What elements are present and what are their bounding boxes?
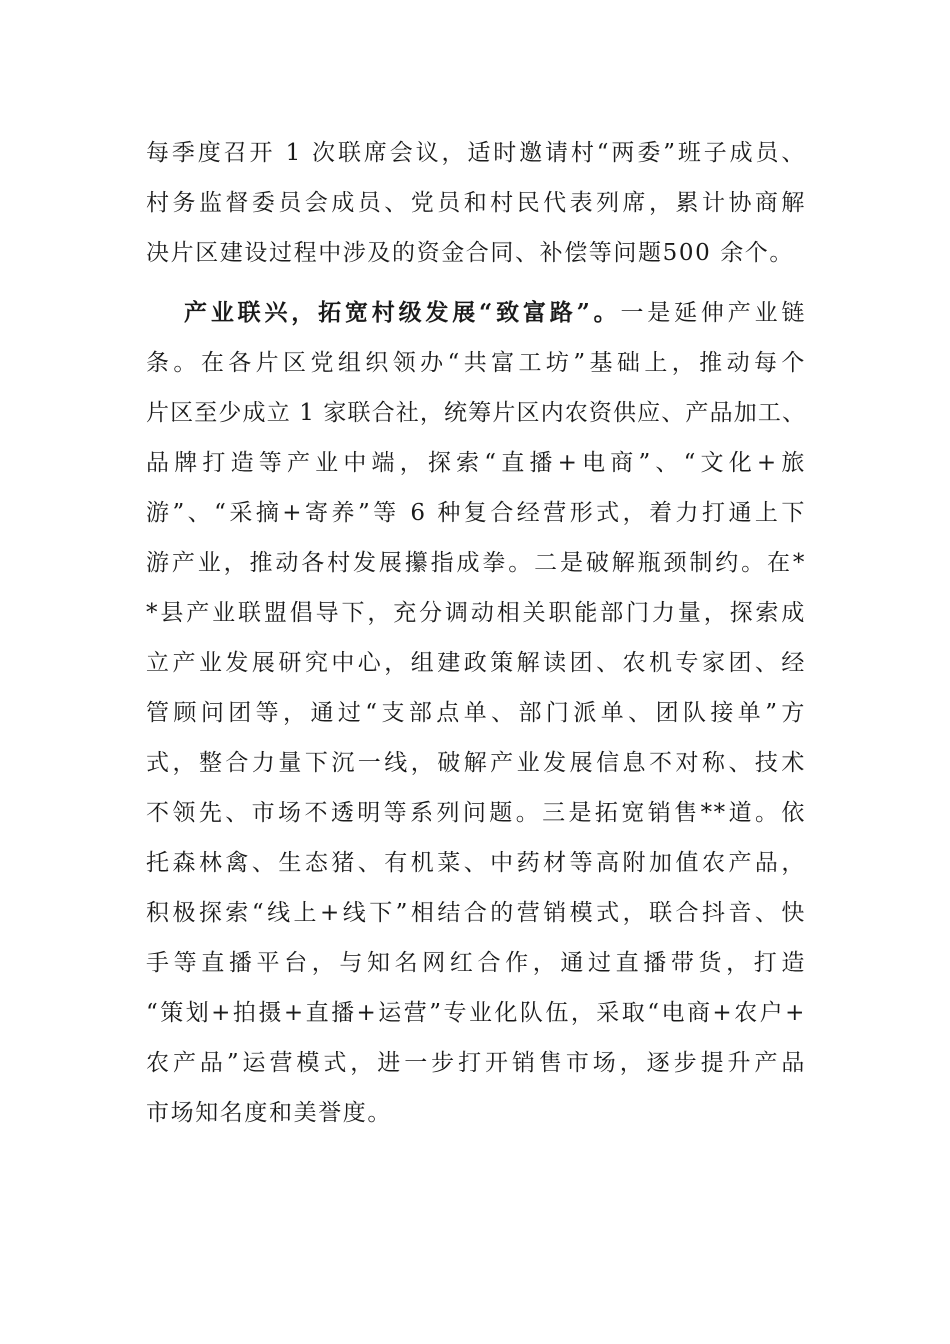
paragraph-heading: 产业联兴，拓宽村级发展“致富路”。 (184, 299, 621, 326)
text-line: 每季度召开 1 次联席会议，适时邀请村“两委”班子成员、 (146, 140, 806, 166)
text-line: 不领先、市场不透明等系列问题。三是拓宽销售**道。依 (146, 800, 806, 826)
text-line: 片区至少成立 1 家联合社，统筹片区内农资供应、产品加工、 (146, 400, 806, 426)
text-line: 市场知名度和美誉度。 (146, 1100, 392, 1126)
paragraph-first-line (146, 288, 806, 338)
text-line: 村务监督委员会成员、党员和村民代表列席，累计协商解 (146, 190, 806, 216)
text-line: 农产品”运营模式，进一步打开销售市场，逐步提升产品 (146, 1050, 806, 1076)
text-line: “策划+拍摄+直播+运营”专业化队伍，采取“电商+农户+ (146, 1000, 806, 1026)
text-line: 条。在各片区党组织领办“共富工坊”基础上，推动每个 (146, 350, 806, 376)
text-line: 立产业发展研究中心，组建政策解读团、农机专家团、经 (146, 650, 806, 676)
text-line: 托森林禽、生态猪、有机菜、中药材等高附加值农产品， (146, 850, 806, 876)
text-run: 一是延伸产业链 (620, 300, 806, 326)
text-line: 游产业，推动各村发展攥指成拳。二是破解瓶颈制约。在* (146, 550, 806, 576)
text-line: 式，整合力量下沉一线，破解产业发展信息不对称、技术 (146, 750, 806, 776)
text-line: 游”、“采摘+寄养”等 6 种复合经营形式，着力打通上下 (146, 500, 806, 526)
text-line: 手等直播平台，与知名网红合作，通过直播带货，打造 (146, 950, 806, 976)
text-line: *县产业联盟倡导下，充分调动相关职能部门力量，探索成 (146, 600, 806, 626)
text-line: 品牌打造等产业中端，探索“直播+电商”、“文化+旅 (146, 450, 806, 476)
text-line: 积极探索“线上+线下”相结合的营销模式，联合抖音、快 (146, 900, 806, 926)
text-line: 决片区建设过程中涉及的资金合同、补偿等问题500 余个。 (146, 240, 795, 266)
paragraph-joint-meeting (146, 128, 806, 278)
paragraph-industry (146, 288, 806, 1138)
text-line: 管顾问团等，通过“支部点单、部门派单、团队接单”方 (146, 700, 806, 726)
